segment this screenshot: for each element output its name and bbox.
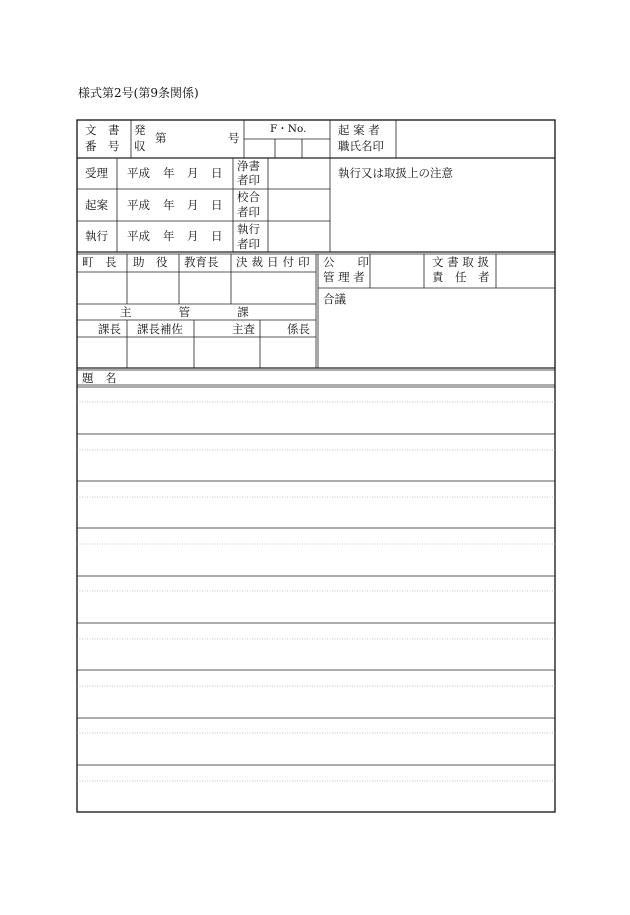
shusa-label: 主査 — [232, 322, 255, 336]
chocho-label: 町 長 — [82, 255, 117, 269]
gogi-label: 合議 — [323, 292, 346, 306]
kian-label-2: 職氏名印 — [338, 139, 384, 153]
row-year-juri: 年 — [163, 166, 175, 180]
koin-label-1: 公 印 — [323, 255, 369, 269]
kyoikucho-label: 教育長 — [184, 255, 219, 269]
shu-label: 収 — [134, 139, 146, 153]
kacho-hosa-label: 課長補佐 — [137, 322, 183, 336]
row-month-shikko: 月 — [187, 229, 199, 243]
row-day-shikko: 日 — [211, 229, 223, 243]
seal-label-1-kian: 校合 — [237, 190, 260, 204]
row-era-juri: 平成 — [127, 166, 150, 180]
go-label: 号 — [228, 131, 240, 145]
daimei-label: 題 名 — [82, 371, 117, 385]
row-day-kian: 日 — [211, 198, 223, 212]
shukan-label: 主 管 課 — [120, 305, 257, 319]
bunsho-label-2: 番 号 — [85, 139, 120, 153]
form-title: 様式第2号(第9条関係) — [78, 86, 199, 100]
kian-label-1: 起 案 者 — [338, 123, 380, 137]
toriatsukai-label-1: 文 書 取 扱 — [432, 255, 489, 269]
dai-label: 第 — [155, 131, 167, 145]
seal-label-1-shikko: 執行 — [237, 222, 260, 236]
kessai-label: 決裁日付印 — [236, 255, 314, 269]
row-label-juri: 受理 — [85, 166, 108, 180]
joyaku-label: 助 役 — [133, 255, 168, 269]
row-label-kian: 起案 — [85, 198, 108, 212]
bunsho-label-1: 文 書 — [85, 123, 120, 137]
row-era-shikko: 平成 — [127, 229, 150, 243]
seal-label-1-juri: 浄書 — [237, 159, 260, 173]
seal-label-2-juri: 者印 — [237, 173, 260, 187]
row-year-kian: 年 — [163, 198, 175, 212]
row-era-kian: 平成 — [127, 198, 150, 212]
hatsu-label: 発 — [134, 123, 146, 137]
row-month-kian: 月 — [187, 198, 199, 212]
kacho-label: 課長 — [98, 322, 121, 336]
toriatsukai-label-2: 責 任 者 — [432, 270, 490, 284]
kakaricho-label: 係長 — [287, 322, 310, 336]
row-day-juri: 日 — [211, 166, 223, 180]
seal-label-2-shikko: 者印 — [237, 237, 260, 251]
row-month-juri: 月 — [187, 166, 199, 180]
row-year-shikko: 年 — [163, 229, 175, 243]
f-no-label: F・No. — [270, 123, 307, 135]
koin-label-2: 管 理 者 — [323, 270, 365, 284]
row-label-shikko: 執行 — [85, 229, 108, 243]
seal-label-2-kian: 者印 — [237, 205, 260, 219]
notes-label: 執行又は取扱上の注意 — [338, 166, 453, 180]
